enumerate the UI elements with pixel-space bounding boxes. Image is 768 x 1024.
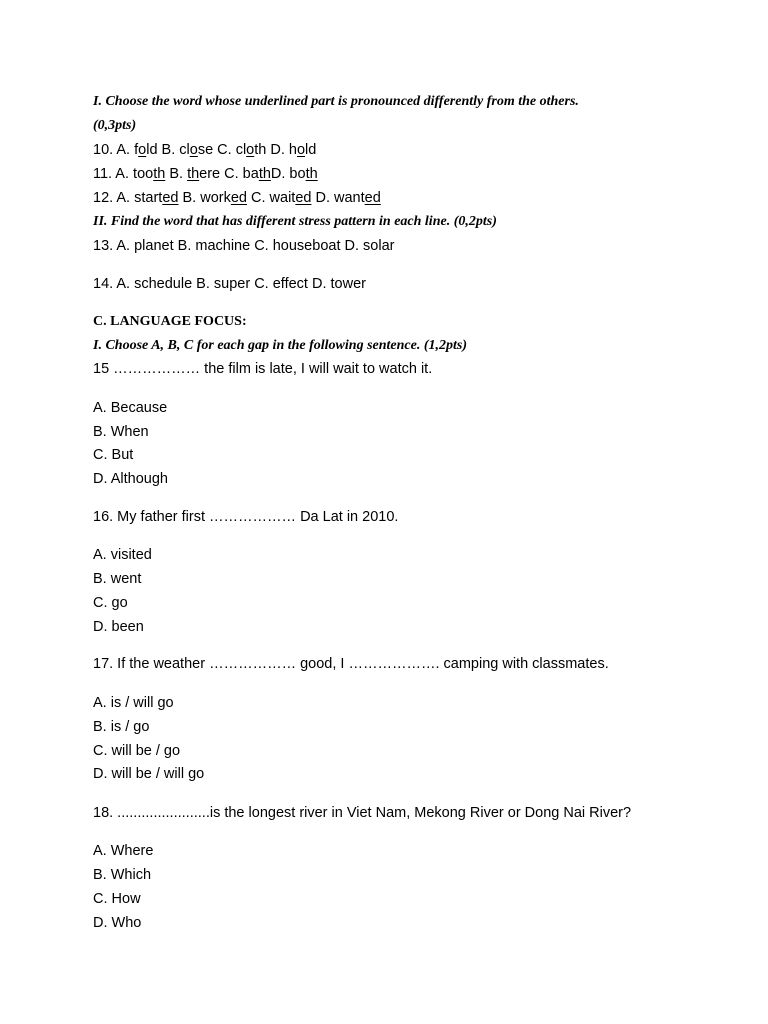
question-16: 16. My father first ……………… Da Lat in 2010.	[93, 509, 399, 525]
underlined-sound: ed	[295, 190, 312, 206]
underlined-sound: o	[138, 142, 147, 158]
underlined-sound: ed	[230, 190, 247, 206]
underlined-sound: ed	[364, 190, 381, 206]
option-b: B. went	[93, 571, 142, 587]
question-13: 13. A. planet B. machine C. houseboat D. solar	[93, 238, 395, 254]
question-17: 17. If the weather ……………… good, I ………………. camping with classmates.	[93, 656, 609, 672]
question-10: 10. A. fold B. close C. cloth D. hold	[93, 142, 317, 158]
option-d: D. been	[93, 619, 144, 635]
question-12: 12. A. started B. worked C. waited D. wanted	[93, 190, 381, 206]
question-11: 11. A. tooth B. there C. bathD. both	[93, 166, 318, 182]
option-c: C. But	[93, 447, 134, 463]
option-a: A. Because	[93, 400, 168, 416]
option-d: D. will be / will go	[93, 766, 205, 782]
underlined-sound: o	[246, 142, 255, 158]
question-14: 14. A. schedule B. super C. effect D. tower	[93, 276, 366, 292]
question-15: 15 ……………… the film is late, I will wait to watch it.	[93, 361, 433, 377]
section2-heading: II. Find the word that has different stress pattern in each line. (0,2pts)	[93, 214, 497, 229]
option-a: A. is / will go	[93, 695, 174, 711]
option-a: A. Where	[93, 843, 154, 859]
underlined-sound: ed	[162, 190, 179, 206]
option-d: D. Although	[93, 471, 168, 487]
underlined-sound: th	[187, 166, 200, 182]
option-c: C. go	[93, 595, 128, 611]
section1-points: (0,3pts)	[93, 118, 137, 133]
option-a: A. visited	[93, 547, 152, 563]
language-focus-title: C. LANGUAGE FOCUS:	[93, 314, 247, 329]
question-18: 18. .......................is the longest river in Viet Nam, Mekong River or Dong Nai River?	[93, 805, 632, 821]
option-c: C. will be / go	[93, 743, 181, 759]
underlined-sound: th	[258, 166, 271, 182]
language-focus-heading: I. Choose A, B, C for each gap in the following sentence. (1,2pts)	[93, 338, 468, 353]
section1-heading: I. Choose the word whose underlined part is pronounced differently from the others.	[93, 94, 579, 109]
option-b: B. is / go	[93, 719, 150, 735]
option-b: B. Which	[93, 867, 152, 883]
underlined-sound: th	[153, 166, 166, 182]
option-b: B. When	[93, 424, 149, 440]
underlined-sound: o	[296, 142, 306, 158]
option-c: C. How	[93, 891, 141, 907]
option-d: D. Who	[93, 915, 142, 931]
underlined-sound: o	[189, 142, 198, 158]
underlined-sound: th	[305, 166, 318, 182]
